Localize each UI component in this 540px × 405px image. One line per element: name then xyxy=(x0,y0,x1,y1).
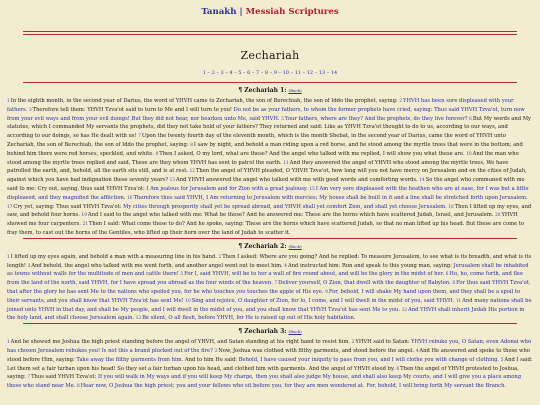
verse-text: Therefore tell them: YHVH Tzva'ot said to turn to Me and I will turn to you! xyxy=(32,106,234,113)
verse-number: 21 xyxy=(82,221,88,227)
verse-number: 5 xyxy=(281,115,284,121)
divine-speech-text: Behold, I have caused your iniquity to pass from you, and I will clothe you with change of clothing. xyxy=(238,356,501,363)
header-rule-bottom xyxy=(23,34,517,35)
verse-number: 7 xyxy=(27,374,31,380)
back-link[interactable]: (Back) xyxy=(288,329,302,335)
chapter-link-12[interactable]: 12 xyxy=(306,70,314,76)
verse-text: Cry yet, saying: Thus said YHVH Tzva'ot: xyxy=(13,203,124,210)
chapter-link-5[interactable]: 5 xyxy=(238,70,242,76)
divine-speech-text: For, behold, I will shake My hand upon them, and they shall be a spoil to their servants, and you shall know that YHVH Tzva'ot has sent Me! xyxy=(7,288,521,304)
chapter-link-2[interactable]: 2 xyxy=(211,70,215,76)
verse xyxy=(7,254,219,260)
divine-speech-text: If you will walk in My ways and if you will keep My charge, then you shall also judge My house, and shall also keep My courts, and I will give you a place among those who stand near Me. xyxy=(7,374,522,390)
verse-number: 11 xyxy=(455,297,462,303)
verse xyxy=(185,298,455,304)
verse-number: 15 xyxy=(309,185,315,191)
verse-number: 3 xyxy=(214,347,218,353)
verse-number: 13 xyxy=(169,177,175,183)
divine-speech-text: Take away the filthy garments from him. xyxy=(76,356,185,363)
verse xyxy=(7,339,352,345)
divine-speech-text: Deliver yourself, O Zion, that dwell with the daughter of Babylon. xyxy=(278,280,453,287)
verse xyxy=(180,271,445,277)
chapter-nav-separator: – xyxy=(241,70,248,76)
divine-speech-text: Jerusalem shall be inhabited as towns without walls for the multitude of men and cattle there! xyxy=(7,262,529,278)
verse-number: 10 xyxy=(185,297,191,303)
chapter-link-6[interactable]: 6 xyxy=(247,70,251,76)
back-link[interactable]: (Back) xyxy=(288,243,302,249)
verse-number: 2 xyxy=(351,339,355,345)
verse xyxy=(156,151,467,157)
verse xyxy=(28,263,285,269)
chapter-link-7[interactable]: 7 xyxy=(256,70,260,76)
verse-number: 8 xyxy=(452,280,456,286)
chapter-heading xyxy=(0,328,540,335)
verse-text: In the eighth month, in the second year of Darius, the word of YHVH came to Zechariah, the son of Berechiah, the son of Iddo the prophet, saying: xyxy=(10,98,400,104)
chapter-link-3[interactable]: 3 xyxy=(220,70,224,76)
chapter-heading xyxy=(0,243,540,250)
chapter-text xyxy=(7,253,533,323)
verse-number: 4 xyxy=(284,262,287,268)
header-separator: | xyxy=(239,7,243,17)
verse-text: Then the angel of YHVH pleaded, O YHVH Tzva'ot, how long will you not have mercy on Jerusalem and on the cities of Judah, against which you have had indignation these seventy years? xyxy=(7,168,527,184)
verse-number: 7 xyxy=(274,280,278,286)
verse xyxy=(281,116,469,122)
verse-text: And the man who stood among the myrtle trees replied and said, These are they whom YHVH has sent to patrol the earth. xyxy=(7,150,519,166)
chapter-divider xyxy=(23,238,517,239)
verse-number: 17 xyxy=(7,203,13,209)
divine-speech-text: Do not be as your fathers, to whom the former prophets have cried, saying: Thus said YHVH Tzva'ot, turn now from your evil ways and from your evil doings! But they did not hear, nor hearken unto Me, said YHVH. xyxy=(7,106,525,122)
verse-number: 8 xyxy=(76,383,80,389)
verse-number: 8 xyxy=(190,141,193,147)
verse-number: 18 xyxy=(448,203,454,209)
verse-number: 6 xyxy=(469,115,472,121)
chapter-divider xyxy=(23,323,517,324)
verse-number: 20 xyxy=(495,212,501,218)
chapter-nav-separator: – xyxy=(259,70,265,76)
chapter-divider xyxy=(23,82,517,83)
verse-text: And he showed me Joshua the high priest standing before the angel of YHVH, and Satan standing at his right hand to resist him. xyxy=(10,339,352,346)
verse xyxy=(7,98,399,104)
tanakh-link[interactable]: Tanakh xyxy=(201,7,237,17)
verse-number: 12 xyxy=(401,306,408,312)
chapter-nav-separator: – xyxy=(313,70,319,76)
verse-text: And they answered the angel of YHVH who stood among the myrtle trees, We have patrolled the earth, and, behold, all the earth sits still, and is at rest. xyxy=(7,159,509,175)
verse-number: 11 xyxy=(283,159,289,165)
chapter-nav-separator: – xyxy=(250,70,256,76)
verse-text: And He answered and spoke to those who stood before Him, saying: xyxy=(7,347,530,363)
verse-number: 9 xyxy=(325,288,328,294)
verse xyxy=(127,195,528,201)
chapter-link-11[interactable]: 11 xyxy=(294,70,302,76)
verse xyxy=(7,221,524,236)
chapters-container xyxy=(0,82,540,391)
verse-text: Then I asked, O my lord, what are these? And the angel who talked with me replied, I will show you what these are. xyxy=(159,150,467,157)
verse-number: 5 xyxy=(500,356,504,362)
verse-number: 2 xyxy=(399,98,403,103)
verse-text: And I said: Let them set a fair turban upon his head! So they set a fair turban upon his head, and clothed him with garments. And the angel of YHVH stood by. xyxy=(7,356,533,372)
chapter-heading-text: ¶ Zechariah 3: xyxy=(238,328,287,336)
verse-number: 10 xyxy=(466,150,472,156)
chapter-navigation xyxy=(0,70,540,76)
verse-number: 3 xyxy=(27,262,31,268)
chapter-nav-separator: – xyxy=(301,70,307,76)
chapter-nav-separator: – xyxy=(214,70,221,76)
chapter-nav-separator: – xyxy=(223,70,230,76)
verse-text: And instructed him: Run and speak to this young man, saying: xyxy=(287,262,454,269)
chapter-text xyxy=(7,338,533,391)
verse-text: Then I said: What come these to do? And he spoke, saying: These are the horns which have scattered Judah, so that no man lifted up his head. But these are come to fray them, to cast out the horns of the Gentiles, who lifted up their horn over the land of Judah to scatter it. xyxy=(7,221,524,236)
chapter-text xyxy=(7,97,533,238)
verse-text: And YHVH answered the angel who talked with me with good words and comforting words. xyxy=(175,177,420,184)
verse-text: Then the angel of YHVH protested to Joshua, saying: xyxy=(7,365,519,381)
verse-number: 6 xyxy=(396,365,400,371)
verse-text: I lifted up my eyes again, and behold a man with a measuring line in his hand. xyxy=(10,253,219,260)
verse-number: 19 xyxy=(81,212,87,218)
divine-speech-text: YHVH has been sore displeased with your fathers. xyxy=(7,98,514,113)
divine-speech-text: I Am jealous for Jerusalem and for Zion with a great jealousy. xyxy=(146,185,310,192)
divine-speech-text: And YHVH shall inherit Judah His portion in the holy land, and shall choose Jerusalem again. xyxy=(7,306,525,322)
verse xyxy=(170,177,420,183)
verse-number: 12 xyxy=(189,168,195,174)
verse-text: YHVH said to Satan: xyxy=(355,339,412,346)
verse-number: 3 xyxy=(28,106,32,112)
chapter-nav-separator: – xyxy=(289,70,295,76)
chapter-nav-separator: – xyxy=(232,70,239,76)
chapter-nav-separator: – xyxy=(325,70,331,76)
verse-text: I saw by night, and behold a man riding upon a red horse, and he stood among the myrtle trees that were in the bottom; and behind him there were red horses, speckled, and white. xyxy=(7,141,523,157)
chapter-link-8[interactable]: 8 xyxy=(264,70,269,76)
verse-text: Now, Joshua was clothed with filthy garments, and stood before the angel. xyxy=(218,347,416,354)
verse-text: Then I lifted up my eyes, and saw, and behold four horns. xyxy=(7,203,532,219)
back-link[interactable]: (Back) xyxy=(288,88,302,93)
header-rule-top xyxy=(23,31,517,32)
divine-speech-text: Sing and rejoice, O daughter of Zion, for lo, I come, and I will dwell in the midst of you, said YHVH. xyxy=(191,297,456,304)
divine-speech-text: Your fathers, where are they? And the prophets, do they live forever? xyxy=(284,115,470,122)
chapter-link-10[interactable]: 10 xyxy=(282,70,289,76)
verse-text: Upon the twenty fourth day of the eleventh month, which is the month Shebat, in the second year of Darius, came the word of YHVH unto Zechariah, the son of Berechiah, the son of Iddo the prophet, saying: xyxy=(7,133,506,148)
verse-text: Thus said YHVH Tzva'ot: xyxy=(31,374,99,381)
verse-number: 2 xyxy=(218,253,222,259)
divine-speech-text: Be silent, O all flesh, before YHVH, for He is raised up out of His holy habitation. xyxy=(142,315,356,322)
chapter-link-4[interactable]: 4 xyxy=(229,70,233,76)
chapter-nav-separator: – xyxy=(276,70,283,76)
chapter-link-14[interactable]: 14 xyxy=(330,70,338,76)
verse-text: And to him He said: xyxy=(184,356,239,363)
verse-number: 5 xyxy=(180,271,184,277)
verse-text: But My words and My statutes, which I commanded My servants the prophets, did they not take hold of your fathers? They returned and said: Like as YHVH Tzva'ot thought to do to us, according to our ways, and according to our doings, so has He dealt with us! xyxy=(7,115,531,140)
book-title: Zechariah xyxy=(240,49,300,62)
chapter-link-1[interactable]: 1 xyxy=(202,70,206,76)
verse-number: 1 xyxy=(7,253,10,259)
chapter-nav-separator: – xyxy=(268,70,274,76)
chapter-link-13[interactable]: 13 xyxy=(318,70,326,76)
divine-speech-text: For I, said YHVH, will be to her a wall of fire round about, and will be the glory in the midst of her. xyxy=(184,271,446,278)
divine-speech-text: And many nations shall be joined unto YHVH in that day, and shall be My people, and I will dwell in the midst of you, and you shall know that YHVH Tzva'ot has sent Me to you. xyxy=(7,297,532,313)
chapter-heading-text: ¶ Zechariah 1: xyxy=(238,87,287,94)
verse xyxy=(77,383,506,389)
verse-number: 13 xyxy=(135,315,142,321)
divine-speech-text: For thus said YHVH Tzva'ot, that after the glory he has sent Me to the nations who spoiled you, for he who touches you touches the apple of His eye. xyxy=(7,280,531,295)
chapter-nav-separator: – xyxy=(205,70,212,76)
verse-number: 7 xyxy=(138,133,141,139)
divine-speech-text: My cities through prosperity shall yet be spread abroad, and YHVH shall yet comfort Zion, and shall yet choose Jerusalem. xyxy=(123,203,449,210)
verse-number: 1 xyxy=(7,98,10,103)
verse xyxy=(136,315,356,321)
verse xyxy=(7,204,448,210)
messiah-scriptures-link[interactable]: Messiah Scriptures xyxy=(245,7,339,17)
verse-number: 1 xyxy=(7,339,10,345)
verse-number: 16 xyxy=(127,194,133,200)
divine-speech-text: Ho, ho, come forth, and flee from the land of the north, said YHVH, for I have spread you abroad as the four winds of the heaven. xyxy=(7,271,524,287)
verse-text: So the angel who communed with me said to me: Cry out, saying, thus said YHVH Tzva'ot: xyxy=(7,177,525,192)
verse-text: And I said to the angel who talked with me: What be these? And he answered me: These are the horns which have scattered Judah, Israel, and Jerusalem. xyxy=(87,212,496,219)
verse xyxy=(274,280,456,287)
verse-number: 9 xyxy=(155,150,159,156)
chapter-heading xyxy=(0,87,540,94)
divine-speech-text: I Am very sore displeased with the heathen who are at ease, for I was but a little displeased, and they magnified the affliction. xyxy=(7,185,529,201)
chapter-link-9[interactable]: 9 xyxy=(273,70,277,76)
verse-number: 6 xyxy=(445,271,449,277)
site-header xyxy=(0,0,540,27)
divine-speech-text: Therefore thus said YHVH, I Am returning to Jerusalem with mercies; My house shall be built in it and a line shall be stretched forth upon Jerusalem. xyxy=(133,194,528,201)
verse xyxy=(215,348,416,354)
verse-text: Then I asked: Where are you going? And he replied: To measure Jerusalem, to see what is its breadth, and what is its length! xyxy=(7,253,532,269)
chapter-heading-text: ¶ Zechariah 2: xyxy=(238,242,287,250)
verse-text: And behold, the angel who talked with me went forth, and another angel went out to meet him. xyxy=(31,262,285,269)
verse-text: YHVH showed me four carpenters. xyxy=(7,212,518,228)
divine-speech-text: Hear now, O Joshua the high priest; you and your fellows who sit before you, for they are men wondered at. For, behold, I will bring forth My servant the Branch. xyxy=(80,383,507,390)
verse-number: 14 xyxy=(419,177,425,183)
verse-number: 4 xyxy=(415,347,419,353)
divine-speech-text: YHVH rebuke you, O Satan; even Adonai who has chosen Jerusalem rebukes you! Is not this a brand plucked out of the fire? xyxy=(7,339,532,354)
verse xyxy=(82,212,496,218)
